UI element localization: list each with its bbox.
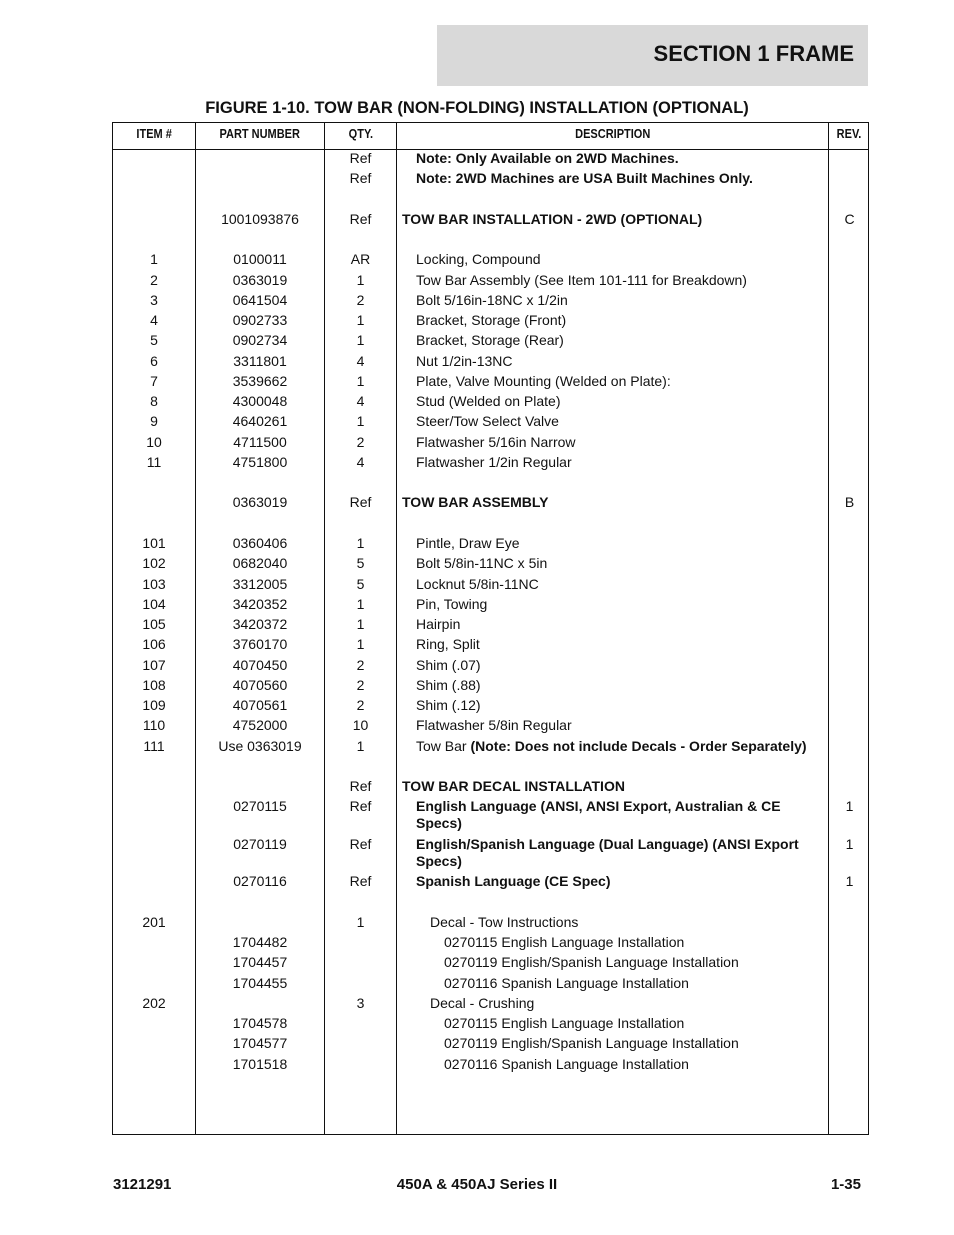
qty-cell: AR: [350, 251, 371, 267]
item-number-cell: 109: [142, 697, 166, 713]
part-number-cell: 4070560: [232, 677, 288, 693]
qty-cell: Ref: [349, 798, 372, 814]
section-header-band: [437, 25, 868, 86]
part-number-cell: 0363019: [232, 272, 288, 288]
description-cell: [398, 535, 828, 552]
item-number-cell: 3: [150, 292, 158, 308]
footer-page-number: 1-35: [830, 1176, 861, 1193]
item-number-cell: 9: [150, 413, 158, 429]
description-cell: [398, 954, 828, 971]
item-number-cell: 5: [150, 332, 158, 348]
qty-cell: 2: [356, 677, 365, 693]
description-text: Bracket, Storage (Rear): [416, 332, 564, 348]
description-cell: [398, 312, 828, 329]
description-text: Tow Bar: [416, 738, 471, 754]
qty-cell: 4: [356, 353, 365, 369]
description-text: Ring, Split: [416, 636, 480, 652]
description-text: Locking, Compound: [416, 251, 541, 267]
description-text: Bolt 5/16in-18NC x 1/2in: [416, 292, 568, 308]
part-number-cell: 3420352: [232, 596, 288, 612]
qty-cell: Ref: [349, 211, 372, 227]
description-text: 0270115 English Language Installation: [444, 934, 685, 950]
qty-cell: 1: [356, 413, 365, 429]
description-text: English/Spanish Language (Dual Language) (ANSI Export Specs): [416, 836, 799, 869]
qty-cell: 1: [356, 738, 365, 754]
description-cell: [398, 1015, 828, 1032]
part-number-cell: 0360406: [232, 535, 288, 551]
part-number-cell: 3420372: [232, 616, 288, 632]
part-number-cell: 1001093876: [221, 211, 299, 227]
qty-cell: 1: [356, 616, 365, 632]
description-cell: [398, 657, 828, 674]
description-text: TOW BAR ASSEMBLY: [402, 494, 549, 510]
description-text: Hairpin: [416, 616, 461, 632]
qty-cell: Ref: [349, 873, 372, 889]
description-text: Nut 1/2in-13NC: [416, 353, 513, 369]
item-number-cell: 11: [146, 454, 162, 470]
item-number-cell: 107: [142, 657, 166, 673]
description-cell: [398, 393, 828, 410]
description-text: 0270119 English/Spanish Language Installation: [444, 1035, 739, 1051]
column-header-description: DESCRIPTION: [574, 127, 651, 141]
part-number-cell: 0100011: [233, 251, 287, 267]
qty-cell: Ref: [349, 150, 372, 166]
part-number-cell: 1704482: [232, 934, 288, 950]
column-header-part-number: PART NUMBER: [219, 127, 301, 141]
description-cell: [398, 332, 828, 349]
qty-cell: 1: [356, 332, 365, 348]
column-header-rev: REV.: [837, 127, 862, 141]
part-number-cell: 0270119: [233, 836, 287, 852]
description-cell: [398, 494, 828, 511]
description-cell: [398, 738, 828, 755]
qty-cell: 4: [356, 454, 365, 470]
part-number-cell: 1704577: [232, 1035, 288, 1051]
qty-cell: Ref: [349, 494, 372, 510]
description-text: 0270115 English Language Installation: [444, 1015, 685, 1031]
item-number-cell: 111: [143, 738, 165, 754]
qty-cell: 10: [352, 717, 369, 733]
part-number-cell: 4070561: [232, 697, 288, 713]
description-text: English Language (ANSI, ANSI Export, Australian & CE Specs): [416, 798, 781, 831]
part-number-cell: 3312005: [232, 576, 288, 592]
description-text: Tow Bar Assembly (See Item 101-111 for Breakdown): [416, 272, 747, 288]
description-text: 0270116 Spanish Language Installation: [444, 975, 689, 991]
part-number-cell: 4640261: [232, 413, 288, 429]
rev-cell: 1: [845, 798, 854, 814]
description-text: Pintle, Draw Eye: [416, 535, 520, 551]
description-text: Note: Only Available on 2WD Machines.: [416, 150, 679, 166]
description-cell: [398, 292, 828, 309]
part-number-cell: 1704455: [232, 975, 288, 991]
item-number-cell: 102: [142, 555, 166, 571]
description-cell: [398, 353, 828, 370]
qty-cell: 4: [356, 393, 365, 409]
description-cell: [398, 636, 828, 653]
footer-doc-number: 3121291: [113, 1176, 172, 1193]
description-text: Locknut 5/8in-11NC: [416, 576, 539, 592]
part-number-cell: 3311801: [233, 353, 287, 369]
description-text: Steer/Tow Select Valve: [416, 413, 559, 429]
item-number-cell: 108: [142, 677, 166, 693]
description-cell: [398, 596, 828, 613]
description-cell: [398, 413, 828, 430]
description-text: TOW BAR DECAL INSTALLATION: [402, 778, 625, 794]
description-cell: [398, 873, 828, 890]
part-number-cell: 0641504: [232, 292, 288, 308]
item-number-cell: 101: [142, 535, 166, 551]
qty-cell: 2: [356, 434, 365, 450]
rev-cell: 1: [845, 836, 854, 852]
item-number-cell: 103: [142, 576, 166, 592]
item-number-cell: 110: [142, 717, 166, 733]
item-number-cell: 105: [142, 616, 166, 632]
qty-cell: 1: [356, 914, 365, 930]
rev-cell: B: [844, 494, 855, 510]
description-text: Stud (Welded on Plate): [416, 393, 561, 409]
description-cell: [398, 454, 828, 471]
description-cell: [398, 836, 828, 870]
part-number-cell: 4070450: [232, 657, 288, 673]
rev-cell: C: [844, 211, 855, 227]
description-text: Bolt 5/8in-11NC x 5in: [416, 555, 548, 571]
description-text: Pin, Towing: [416, 596, 488, 612]
description-cell: [398, 373, 828, 390]
part-number-cell: 0363019: [232, 494, 288, 510]
item-number-cell: 10: [146, 434, 162, 450]
part-number-cell: 3539662: [232, 373, 288, 389]
part-number-cell: 1704578: [232, 1015, 288, 1031]
qty-cell: 1: [356, 636, 365, 652]
description-cell: [398, 616, 828, 633]
part-number-cell: Use 0363019: [218, 738, 302, 754]
qty-cell: 5: [356, 555, 365, 571]
part-number-cell: 0902734: [232, 332, 288, 348]
description-text: Spanish Language (CE Spec): [416, 873, 611, 889]
parts-table: [112, 122, 869, 1135]
item-number-cell: 104: [142, 596, 166, 612]
description-cell: [398, 677, 828, 694]
part-number-cell: 3760170: [232, 636, 288, 652]
part-number-cell: 1701518: [232, 1056, 288, 1072]
description-cell: [398, 914, 828, 931]
description-text: Flatwasher 5/16in Narrow: [416, 434, 576, 450]
item-number-cell: 8: [150, 393, 158, 409]
item-number-cell: 1: [150, 251, 158, 267]
description-cell: [398, 170, 828, 187]
description-text: Plate, Valve Mounting (Welded on Plate):: [416, 373, 671, 389]
description-note: (Note: Does not include Decals - Order Separately): [470, 738, 807, 754]
part-number-cell: 4711500: [233, 434, 287, 450]
description-cell: [398, 150, 828, 167]
qty-cell: 1: [356, 596, 365, 612]
description-cell: [398, 272, 828, 289]
description-cell: [398, 555, 828, 572]
description-text: Decal - Crushing: [430, 995, 535, 1011]
part-number-cell: 1704457: [232, 954, 288, 970]
description-text: 0270119 English/Spanish Language Installation: [444, 954, 739, 970]
qty-cell: 1: [356, 272, 365, 288]
part-number-cell: 0682040: [232, 555, 288, 571]
footer-series: 450A & 450AJ Series II: [396, 1176, 558, 1193]
description-cell: [398, 576, 828, 593]
qty-cell: 3: [356, 995, 365, 1011]
qty-cell: 1: [356, 535, 365, 551]
qty-cell: Ref: [349, 836, 372, 852]
description-cell: [398, 211, 828, 228]
description-cell: [398, 697, 828, 714]
part-number-cell: 4751800: [232, 454, 288, 470]
column-header-item: ITEM #: [136, 127, 172, 141]
description-text: Flatwasher 5/8in Regular: [416, 717, 572, 733]
item-number-cell: 6: [150, 353, 158, 369]
part-number-cell: 4752000: [232, 717, 288, 733]
description-text: Shim (.88): [416, 677, 481, 693]
part-number-cell: 0270116: [233, 873, 287, 889]
figure-title: FIGURE 1-10. TOW BAR (NON-FOLDING) INSTALLATION (OPTIONAL): [205, 99, 749, 117]
qty-cell: 2: [356, 292, 365, 308]
description-text: 0270116 Spanish Language Installation: [444, 1056, 689, 1072]
qty-cell: 1: [356, 312, 365, 328]
item-number-cell: 106: [142, 636, 166, 652]
qty-cell: 5: [356, 576, 365, 592]
description-cell: [398, 434, 828, 451]
description-cell: [398, 1056, 828, 1073]
qty-cell: 2: [356, 657, 365, 673]
item-number-cell: 2: [150, 272, 158, 288]
description-cell: [398, 798, 828, 832]
description-text: Flatwasher 1/2in Regular: [416, 454, 572, 470]
description-cell: [398, 995, 828, 1012]
qty-cell: 2: [356, 697, 365, 713]
item-number-cell: 202: [142, 995, 166, 1011]
item-number-cell: 201: [142, 914, 166, 930]
description-cell: [398, 717, 828, 734]
item-number-cell: 7: [150, 373, 158, 389]
item-number-cell: 4: [150, 312, 158, 328]
description-cell: [398, 251, 828, 268]
description-cell: [398, 975, 828, 992]
part-number-cell: 4300048: [232, 393, 288, 409]
description-cell: [398, 1035, 828, 1052]
description-text: TOW BAR INSTALLATION - 2WD (OPTIONAL): [402, 211, 703, 227]
part-number-cell: 0902733: [232, 312, 288, 328]
description-text: Bracket, Storage (Front): [416, 312, 567, 328]
column-divider: [828, 123, 829, 1134]
description-text: Shim (.12): [416, 697, 481, 713]
description-text: Decal - Tow Instructions: [430, 914, 579, 930]
qty-cell: Ref: [349, 778, 372, 794]
part-number-cell: 0270115: [233, 798, 287, 814]
column-divider: [396, 123, 397, 1134]
qty-cell: Ref: [349, 170, 372, 186]
description-cell: [398, 778, 828, 795]
description-text: Note: 2WD Machines are USA Built Machines Only.: [416, 170, 753, 186]
description-cell: [398, 934, 828, 951]
rev-cell: 1: [845, 873, 854, 889]
qty-cell: 1: [356, 373, 365, 389]
section-title: SECTION 1 FRAME: [653, 41, 854, 66]
description-text: Shim (.07): [416, 657, 481, 673]
column-header-qty: QTY.: [348, 127, 373, 141]
